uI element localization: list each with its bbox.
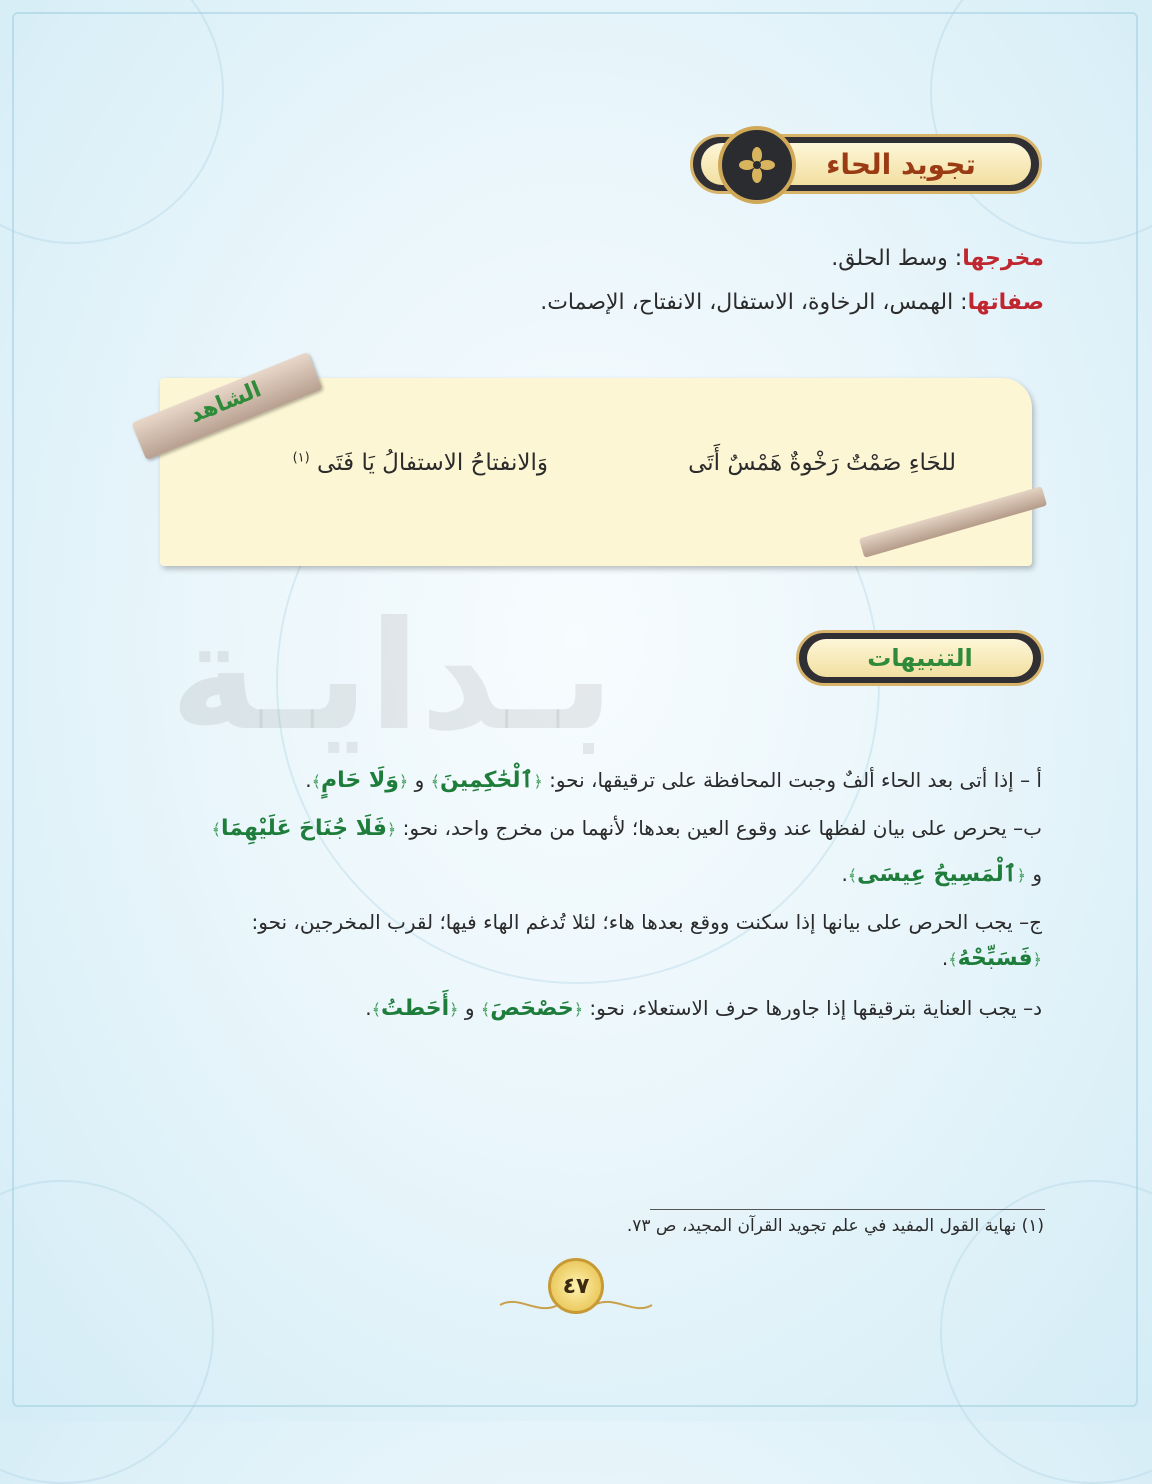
ornament-close: ﴾ [847,866,858,885]
note-text: د– يجب العناية بترقيقها إذا جاورها حرف الاستعلاء، نحو: [583,996,1042,1020]
watermark: بـدايـة [170,590,615,764]
note-line [252,910,1042,934]
quran-word: أَحَطتُ [381,996,450,1021]
shahid-label: الشاهد [186,377,265,429]
note-line [212,816,1042,841]
quran-word: وَلَا حَامٍ [320,768,399,793]
flower-icon [718,126,796,204]
makhraj-line [831,246,1044,271]
ornament-close: ﴾ [430,772,441,791]
note-text: . [365,996,372,1020]
section-title-banner [796,630,1044,686]
ornament-open: ﴿ [386,820,397,839]
sifat-line [540,290,1044,315]
makhraj-label: مخرجها [962,246,1044,271]
sifat-text: : الهمس، الرخاوة، الاستفال، الانفتاح، الإصمات. [540,290,968,315]
note-text: ج– يجب الحرص على بيانها إذا سكنت ووقع بعدها هاء؛ لئلا تُدغم الهاء فيها؛ لقرب المخرجين، نحو: [251,910,1042,934]
ornament-close: ﴾ [371,1000,382,1019]
page-number: ٤٧ [548,1258,604,1314]
ornament-open: ﴿ [449,1000,459,1019]
ornament-close: ﴾ [211,820,221,839]
note-text: و [458,996,481,1020]
note-line [365,996,1042,1021]
ornament-open: ﴿ [533,772,543,791]
ornament-open: ﴿ [1016,866,1026,885]
quran-word: فَلَا جُنَاحَ عَلَيْهِمَا [221,816,387,841]
verse-second-hemistich [293,450,548,476]
footnote-ref: (١) [292,450,310,466]
note-line [841,862,1042,887]
quran-word: ٱلْحَٰكِمِينَ [440,768,534,793]
verse-second-text: وَالانفتاحُ الاستفالُ يَا فَتَى [317,450,548,476]
footnote: (١) نهاية القول المفيد في علم تجويد القرآن المجيد، ص ٧٣. [626,1216,1044,1236]
makhraj-text: : وسط الحلق. [831,246,963,271]
note-text: و [1025,862,1042,886]
note-text: . [305,768,312,792]
ornament-close: ﴾ [948,950,958,969]
section-title: تجويد الحاء [826,147,976,181]
note-text: . [841,862,848,886]
note-line [305,768,1042,793]
note-text: و [408,768,431,792]
ornament-open: ﴿ [398,772,409,791]
verse-first-hemistich: للحَاءِ صَمْتٌ رَخْوةٌ هَمْسٌ أَتَى [688,450,956,476]
sifat-label: صفاتها [967,290,1044,315]
banner-inner [807,639,1033,677]
section-title: التنبيهات [867,644,973,672]
footnote-divider [650,1209,1045,1210]
ornament-close: ﴾ [480,1000,491,1019]
ornament-open: ﴿ [573,1000,584,1019]
quran-word: ٱلْمَسِيحُ عِيسَى [857,862,1017,887]
note-text: أ – إذا أتى بعد الحاء ألفٌ وجبت المحافظة على ترقيقها، نحو: [542,768,1042,792]
ornament-open: ﴿ [1032,950,1042,969]
note-text: . [941,946,949,970]
quran-word: فَسَبِّحْهُ [957,946,1033,971]
quran-word: حَصْحَصَ [490,996,574,1021]
note-text: ب– يحرص على بيان لفظها عند وقوع العين بعدها؛ لأنهما من مخرج واحد، نحو: [396,816,1042,840]
ornament-close: ﴾ [311,772,321,791]
note-line [942,946,1042,971]
